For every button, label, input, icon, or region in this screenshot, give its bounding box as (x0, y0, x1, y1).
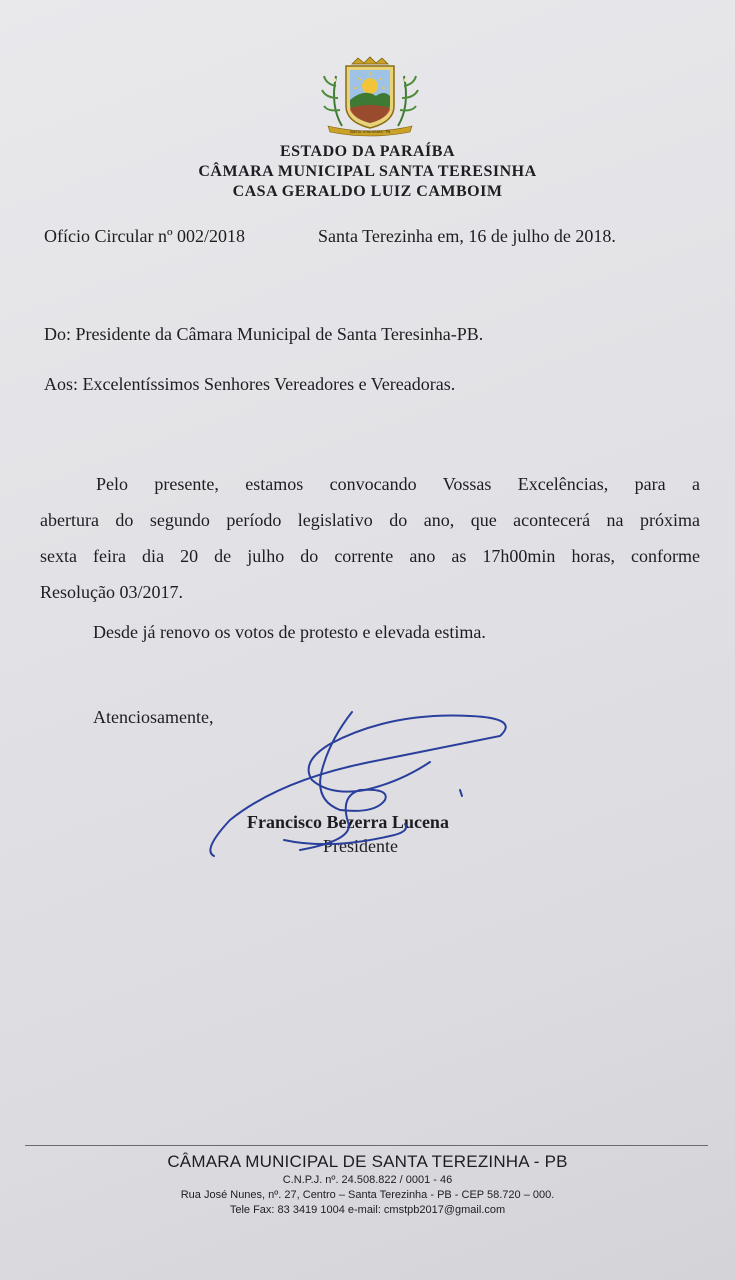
body-paragraph (40, 466, 700, 610)
signer-role: Presidente (323, 836, 398, 856)
body-line: Pelo presente, estamos convocando Vossas Excelências, para a (96, 474, 700, 494)
signer-name: Francisco Bezerra Lucena (247, 812, 449, 832)
closing-salutation: Atenciosamente, (93, 707, 214, 727)
sender-line: Do: Presidente da Câmara Municipal de Santa Teresinha-PB. (44, 324, 484, 344)
header-house: CASA GERALDO LUIZ CAMBOIM (232, 183, 503, 200)
body-line: sexta feira dia 20 de julho do corrente ano as 17h00min horas, conforme (40, 546, 700, 566)
body-paragraph-2: Desde já renovo os votos de protesto e elevada estima. (93, 622, 486, 642)
document-reference: Ofício Circular nº 002/2018 (44, 226, 246, 246)
body-line: Resolução 03/2017. (40, 582, 183, 602)
footer-organization: CÂMARA MUNICIPAL DE SANTA TEREZINHA - PB (167, 1152, 568, 1171)
footer-contact: Tele Fax: 83 3419 1004 e-mail: cmstpb2017@gmail.com (229, 1204, 506, 1216)
header-chamber: CÂMARA MUNICIPAL SANTA TERESINHA (198, 163, 537, 180)
header-state: ESTADO DA PARAÍBA (279, 143, 456, 160)
footer-cnpj: C.N.P.J. nº. 24.508.822 / 0001 - 46 (282, 1174, 453, 1186)
place-date: Santa Terezinha em, 16 de julho de 2018. (318, 226, 616, 246)
recipient-line: Aos: Excelentíssimos Senhores Vereadores e Vereadoras. (44, 374, 456, 394)
body-line: abertura do segundo período legislativo do ano, que acontecerá na próxima (40, 510, 700, 530)
footer-address: Rua José Nunes, nº. 27, Centro – Santa Terezinha - PB - CEP 58.720 – 000. (180, 1189, 555, 1201)
footer-divider (25, 1145, 708, 1146)
municipal-coat-of-arms-logo (314, 56, 426, 138)
crest-ribbon-text: SANTA TERESINHA - PB (349, 130, 391, 134)
